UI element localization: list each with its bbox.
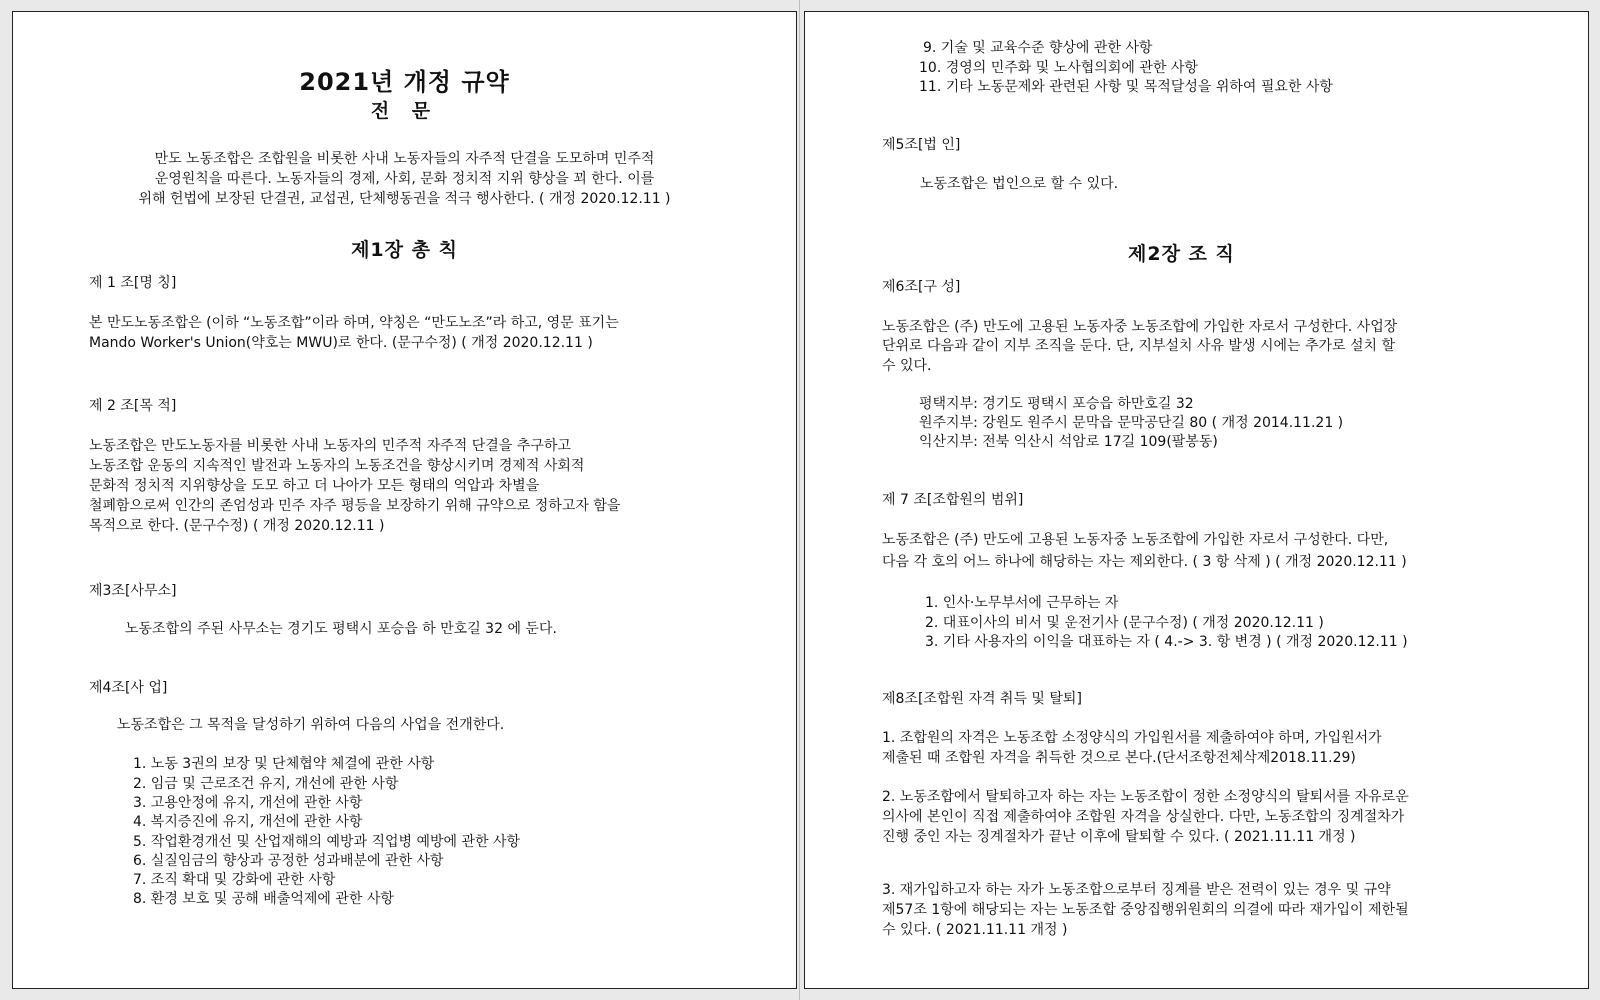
right-page — [804, 11, 1589, 989]
article-7-line: 다음 각 호의 어느 하나에 해당하는 자는 제외한다. ( 3 항 삭제 ) ( 개정 2020.12.11 ) — [882, 554, 1407, 570]
left-page — [12, 11, 797, 989]
article-4-item: 4. 복지증진에 유지, 개선에 관한 사항 — [133, 814, 363, 830]
chapter-2-title: 제2장 조 직 — [1128, 243, 1235, 265]
article-6-heading: 제6조[구 성] — [882, 279, 961, 295]
article-8-paragraph-line: 진행 중인 자는 징계절차가 끝난 이후에 탈퇴할 수 있다. ( 2021.11.11 개정 ) — [882, 829, 1356, 845]
preamble-line: 운영원칙을 따른다. 노동자들의 경제, 사회, 문화 정치적 지위 향상을 꾀 한다. 이를 — [154, 171, 655, 187]
branch-item: 평택지부: 경기도 평택시 포승읍 하만호길 32 — [919, 396, 1194, 412]
article-4-item: 8. 환경 보호 및 공해 배출억제에 관한 사항 — [133, 891, 394, 907]
article-7-item: 1. 인사·노무부서에 근무하는 자 — [925, 595, 1119, 611]
article-8-paragraph-line: 1. 조합원의 자격은 노동조합 소정양식의 가입원서를 제출하여야 하며, 가입원서가 — [882, 730, 1382, 746]
article-4-item: 1. 노동 3권의 보장 및 단체협약 체결에 관한 사항 — [133, 756, 435, 772]
article-4-item: 10. 경영의 민주화 및 노사협의회에 관한 사항 — [919, 60, 1198, 76]
preamble-line: 만도 노동조합은 조합원을 비롯한 사내 노동자들의 자주적 단결을 도모하며 민주적 — [154, 151, 655, 167]
article-2-line: 철폐함으로써 인간의 존엄성과 민주 자주 평등을 보장하기 위해 규약으로 정하고자 함을 — [89, 498, 621, 514]
article-7-heading: 제 7 조[조합원의 범위] — [882, 492, 1024, 508]
article-8-paragraph-line: 2. 노동조합에서 탈퇴하고자 하는 자는 노동조합이 정한 소정양식의 탈퇴서를 자유로운 — [882, 789, 1409, 805]
article-8-paragraph-line: 제57조 1항에 해당되는 자는 노동조합 중앙집행위원회의 의결에 따라 재가입이 제한될 — [882, 902, 1409, 918]
article-4-item: 6. 실질임금의 향상과 공정한 성과배분에 관한 사항 — [133, 853, 444, 869]
article-7-item: 2. 대표이사의 비서 및 운전기사 (문구수정) ( 개정 2020.12.11 ) — [925, 615, 1324, 631]
article-4-item: 2. 임금 및 근로조건 유지, 개선에 관한 사항 — [133, 776, 399, 792]
article-4-item: 11. 기타 노동문제와 관련된 사항 및 목적달성을 위하여 필요한 사항 — [919, 79, 1333, 95]
article-8-paragraph-line: 의사에 본인이 직접 제출하여야 조합원 자격을 상실한다. 다만, 노동조합의 징계절차가 — [882, 809, 1405, 825]
article-3-text: 노동조합의 주된 사무소는 경기도 평택시 포승읍 하 만호길 32 에 둔다. — [125, 621, 557, 637]
document-title: 2021년 개정 규약 — [299, 68, 510, 96]
branch-item: 원주지부: 강원도 원주시 문막읍 문막공단길 80 ( 개정 2014.11.21 ) — [919, 415, 1344, 431]
article-7-item: 3. 기타 사용자의 이익을 대표하는 자 ( 4.-> 3. 항 변경 ) ( 개정 2020.12.11 ) — [925, 634, 1408, 650]
article-4-heading: 제4조[사 업] — [89, 680, 168, 696]
preamble-line: 위해 헌법에 보장된 단결권, 교섭권, 단체행동권을 적극 행사한다. ( 개정 2020.12.11 ) — [138, 191, 671, 207]
article-8-paragraph-line: 수 있다. ( 2021.11.11 개정 ) — [882, 922, 1068, 938]
article-5-text: 노동조합은 법인으로 할 수 있다. — [920, 176, 1119, 192]
preamble-title: 전 문 — [370, 100, 439, 122]
article-2-line: 목적으로 한다. (문구수정) ( 개정 2020.12.11 ) — [89, 518, 385, 534]
article-2-heading: 제 2 조[목 적] — [89, 398, 177, 414]
article-4-item: 3. 고용안정에 유지, 개선에 관한 사항 — [133, 795, 363, 811]
article-8-paragraph-line: 제출된 때 조합원 자격을 취득한 것으로 본다.(단서조항전체삭제2018.11.29) — [882, 750, 1356, 766]
article-5-heading: 제5조[법 인] — [882, 137, 961, 153]
article-7-line: 노동조합은 (주) 만도에 고용된 노동자중 노동조합에 가입한 자로서 구성한다. 다만, — [882, 532, 1389, 548]
article-2-line: 노동조합 운동의 지속적인 발전과 노동자의 노동조건을 향상시키며 경제적 사회적 — [89, 458, 585, 474]
branch-item: 익산지부: 전북 익산시 석암로 17길 109(팔봉동) — [919, 434, 1218, 450]
article-3-heading: 제3조[사무소] — [89, 583, 177, 599]
article-6-line: 수 있다. — [882, 358, 932, 374]
chapter-1-title: 제1장 총 칙 — [351, 239, 458, 261]
article-4-item: 5. 작업환경개선 및 산업재해의 예방과 직업병 예방에 관한 사항 — [133, 834, 521, 850]
article-4-item: 7. 조직 확대 및 강화에 관한 사항 — [133, 872, 336, 888]
article-1-heading: 제 1 조[명 칭] — [89, 275, 177, 291]
article-4-item: 9. 기술 및 교육수준 향상에 관한 사항 — [923, 40, 1153, 56]
article-6-line: 단위로 다음과 같이 지부 조직을 둔다. 단, 지부설치 사유 발생 시에는 추가로 설치 할 — [882, 338, 1396, 354]
article-4-intro: 노동조합은 그 목적을 달성하기 위하여 다음의 사업을 전개한다. — [117, 717, 505, 733]
article-8-paragraph-line: 3. 재가입하고자 하는 자가 노동조합으로부터 징계를 받은 전력이 있는 경우 및 규약 — [882, 882, 1391, 898]
article-2-line: 문화적 정치적 지위향상을 도모 하고 더 나아가 모든 형태의 억압과 차별을 — [89, 478, 540, 494]
article-6-line: 노동조합은 (주) 만도에 고용된 노동자중 노동조합에 가입한 자로서 구성한다. 사업장 — [882, 319, 1398, 335]
article-8-heading: 제8조[조합원 자격 취득 및 탈퇴] — [882, 691, 1082, 707]
page-gutter — [799, 0, 800, 1000]
article-1-line: 본 만도노동조합은 (이하 “노동조합”이라 하며, 약칭은 “만도노조”라 하고, 영문 표기는 — [89, 315, 619, 331]
article-1-line: Mando Worker's Union(약호는 MWU)로 한다. (문구수정) ( 개정 2020.12.11 ) — [89, 335, 593, 351]
article-2-line: 노동조합은 만도노동자를 비롯한 사내 노동자의 민주적 자주적 단결을 추구하고 — [89, 438, 571, 454]
